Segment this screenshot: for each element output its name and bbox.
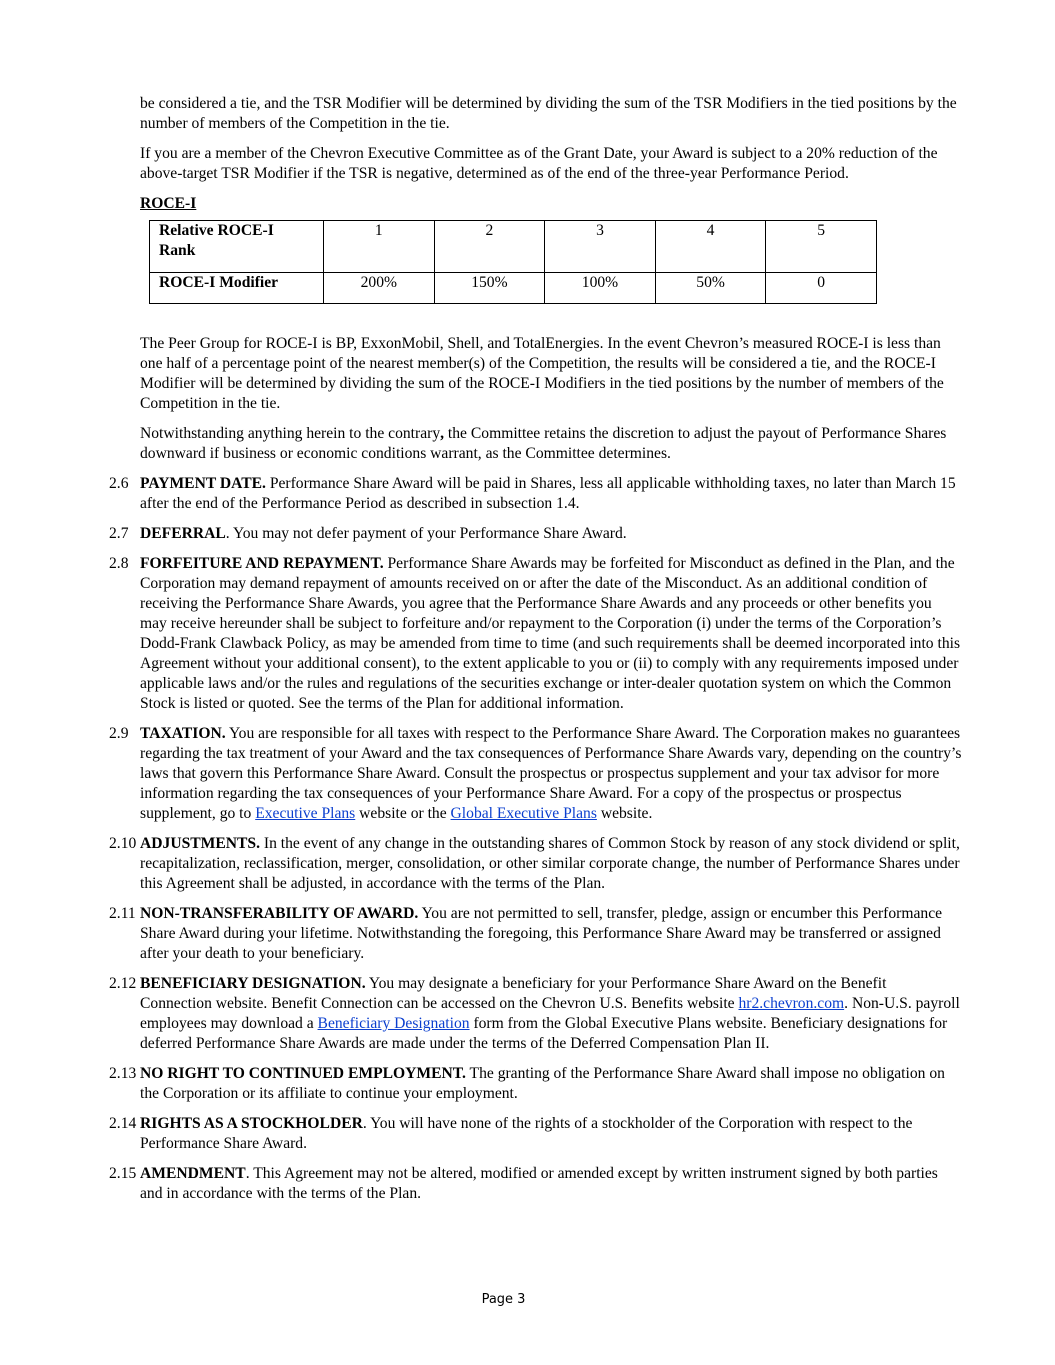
section-number: 2.10 — [109, 835, 137, 852]
section-body — [140, 724, 962, 824]
discretion-text-b: the Committee retains the discretion to adjust the payout of Performance Shares downward if business or economic conditions warrant, as the Committee determines. — [140, 425, 947, 462]
section-number: 2.12 — [109, 975, 137, 992]
section-title: ADJUSTMENTS. — [140, 835, 261, 852]
section-title: NON-TRANSFERABILITY OF AWARD. — [140, 905, 419, 922]
section-body — [140, 1164, 962, 1204]
section-text: The granting of the Performance Share Award shall impose no obligation on the Corporation or its affiliate to continue your employment. — [140, 1065, 945, 1102]
roce-peer-paragraph: The Peer Group for ROCE-I is BP, ExxonMobil, Shell, and TotalEnergies. In the event Chevron’s measured ROCE-I is less than one half of a percentage point of the nearest member(s) of the Competition, the results will be considered a tie, and the ROCE-I Modifier will be determined by dividing the sum of the ROCE-I Modifiers in the tied positions by the number of members of the Competition in the tie. — [140, 335, 944, 412]
hr2-chevron-link[interactable]: hr2.chevron.com — [738, 995, 845, 1012]
section-text: You are not permitted to sell, transfer, pledge, assign or encumber this Performance Share Award during your lifetime. Notwithstanding the foregoing, this Performance Share Award may be transferred or assigned after your death to your beneficiary. — [140, 905, 943, 962]
section-body — [140, 834, 962, 894]
section-2-14 — [0, 1114, 1055, 1154]
table-cell-modifier-5: 0 — [766, 273, 877, 304]
beneficiary-designation-link[interactable]: Beneficiary Designation — [317, 1015, 470, 1032]
table-cell-rank-3: 3 — [545, 221, 656, 273]
section-title: BENEFICIARY DESIGNATION. — [140, 975, 366, 992]
intro-paragraph-1: be considered a tie, and the TSR Modifier will be determined by dividing the sum of the TSR Modifiers in the tied positions by the number of members of the Competition in the tie. — [140, 95, 957, 132]
page-content — [0, 94, 1055, 1214]
section-title: FORFEITURE AND REPAYMENT. — [140, 555, 384, 572]
section-body — [140, 974, 962, 1054]
section-number: 2.15 — [109, 1165, 137, 1182]
section-text: . You may not defer payment of your Performance Share Award. — [225, 525, 627, 542]
section-number: 2.13 — [109, 1065, 137, 1082]
section-body — [140, 1064, 962, 1104]
section-2-15 — [0, 1164, 1055, 1204]
table-row-label-modifier: ROCE-I Modifier — [150, 273, 324, 304]
section-text: . You will have none of the rights of a stockholder of the Corporation with respect to the Performance Share Award. — [140, 1115, 913, 1152]
section-text: . This Agreement may not be altered, modified or amended except by written instrument signed by both parties and in accordance with the terms of the Plan. — [140, 1165, 938, 1202]
section-title: DEFERRAL — [140, 525, 226, 542]
section-text-a: You may designate a beneficiary for your Performance Share Award on the Benefit Connection website. Benefit Connection can be accessed on the Chevron U.S. Benefits website — [140, 975, 887, 1012]
section-body — [140, 904, 962, 964]
page-number: Page 3 — [481, 1292, 526, 1307]
section-title: RIGHTS AS A STOCKHOLDER — [140, 1115, 363, 1132]
table-row-label-rank: Relative ROCE-I Rank — [150, 221, 324, 273]
section-number: 2.6 — [109, 475, 129, 492]
section-title: PAYMENT DATE. — [140, 475, 266, 492]
section-2-7 — [0, 524, 1055, 544]
section-text-c: website. — [596, 805, 653, 822]
section-body — [140, 554, 962, 714]
section-2-9 — [0, 724, 1055, 824]
section-text-b: . Non-U.S. payroll employees may download a — [140, 995, 960, 1032]
section-text-c: form from the Global Executive Plans website. Beneficiary designations for deferred Performance Share Awards are made under the terms of the Deferred Compensation Plan II. — [140, 1015, 948, 1052]
section-text: Performance Share Award will be paid in Shares, less all applicable withholding taxes, no later than March 15 after the end of the Performance Period as described in subsection 1.4. — [140, 475, 956, 512]
section-title: AMENDMENT — [140, 1165, 246, 1182]
table-cell-modifier-2: 150% — [434, 273, 545, 304]
section-2-11 — [0, 904, 1055, 964]
section-text-b: website or the — [355, 805, 451, 822]
section-title: TAXATION. — [140, 725, 226, 742]
executive-plans-link[interactable]: Executive Plans — [255, 805, 356, 822]
section-text: In the event of any change in the outstanding shares of Common Stock by reason of any stock dividend or split, recapitalization, reclassification, merger, consolidation, or other similar corporate change, the number of Performance Shares under this Agreement shall be adjusted, in accordance with the terms of the Plan. — [140, 835, 960, 892]
section-body — [140, 1114, 962, 1154]
section-2-10 — [0, 834, 1055, 894]
table-cell-rank-1: 1 — [324, 221, 435, 273]
global-executive-plans-link[interactable]: Global Executive Plans — [450, 805, 597, 822]
section-2-6 — [0, 474, 1055, 514]
table-cell-rank-4: 4 — [655, 221, 766, 273]
table-cell-rank-2: 2 — [434, 221, 545, 273]
section-title: NO RIGHT TO CONTINUED EMPLOYMENT. — [140, 1065, 466, 1082]
section-2-8 — [0, 554, 1055, 714]
section-number: 2.9 — [109, 725, 129, 742]
section-2-13 — [0, 1064, 1055, 1104]
roce-modifier-table — [149, 220, 877, 304]
table-cell-modifier-4: 50% — [655, 273, 766, 304]
roce-discretion-paragraph — [140, 424, 962, 464]
section-number: 2.7 — [109, 525, 129, 542]
section-2-12 — [0, 974, 1055, 1054]
table-row-modifier — [150, 273, 877, 304]
section-number: 2.11 — [109, 905, 136, 922]
table-row-rank — [150, 221, 877, 273]
section-text-a: You are responsible for all taxes with respect to the Performance Share Award. The Corporation makes no guarantees regarding the tax treatment of your Award and the tax consequences of Performance Share Awards vary, depending on the country’s laws that govern this Performance Share Award. Consult the prospectus or prospectus supplement and your tax advisor for more information regarding the tax consequences of your Performance Share Award. For a copy of the prospectus or prospectus supplement, go to — [140, 725, 962, 822]
section-body — [140, 474, 962, 514]
table-cell-modifier-1: 200% — [324, 273, 435, 304]
section-number: 2.8 — [109, 555, 129, 572]
intro-paragraph-2: If you are a member of the Chevron Executive Committee as of the Grant Date, your Award is subject to a 20% reduction of the above-target TSR Modifier if the TSR is negative, determined as of the end of the three-year Performance Period. — [140, 145, 938, 182]
discretion-text-a: Notwithstanding anything herein to the contrary — [140, 425, 441, 442]
table-cell-modifier-3: 100% — [545, 273, 656, 304]
section-number: 2.14 — [109, 1115, 137, 1132]
section-text: Performance Share Awards may be forfeited for Misconduct as defined in the Plan, and the Corporation may demand repayment of amounts received on or after the date of the Misconduct. As an additional condition of receiving the Performance Share Awards, you agree that the Performance Share Awards and any proceeds or other benefits you may receive hereunder shall be subject to forfeiture and/or repayment to the Corporation (i) under the terms of the Corporation’s Dodd-Frank Clawback Policy, as may be amended from time to time (and such requirements shall be deemed incorporated into this Agreement without your additional consent), to the extent applicable to you or (ii) to comply with any requirements imposed under applicable laws and/or the rules and regulations of the securities exchange or inter-dealer quotation system on which the Common Stock is listed or quoted. See the terms of the Plan for additional information. — [140, 555, 961, 712]
roce-heading: ROCE-I — [140, 195, 197, 212]
discretion-comma: , — [440, 425, 445, 442]
section-body — [140, 524, 962, 544]
table-cell-rank-5: 5 — [766, 221, 877, 273]
